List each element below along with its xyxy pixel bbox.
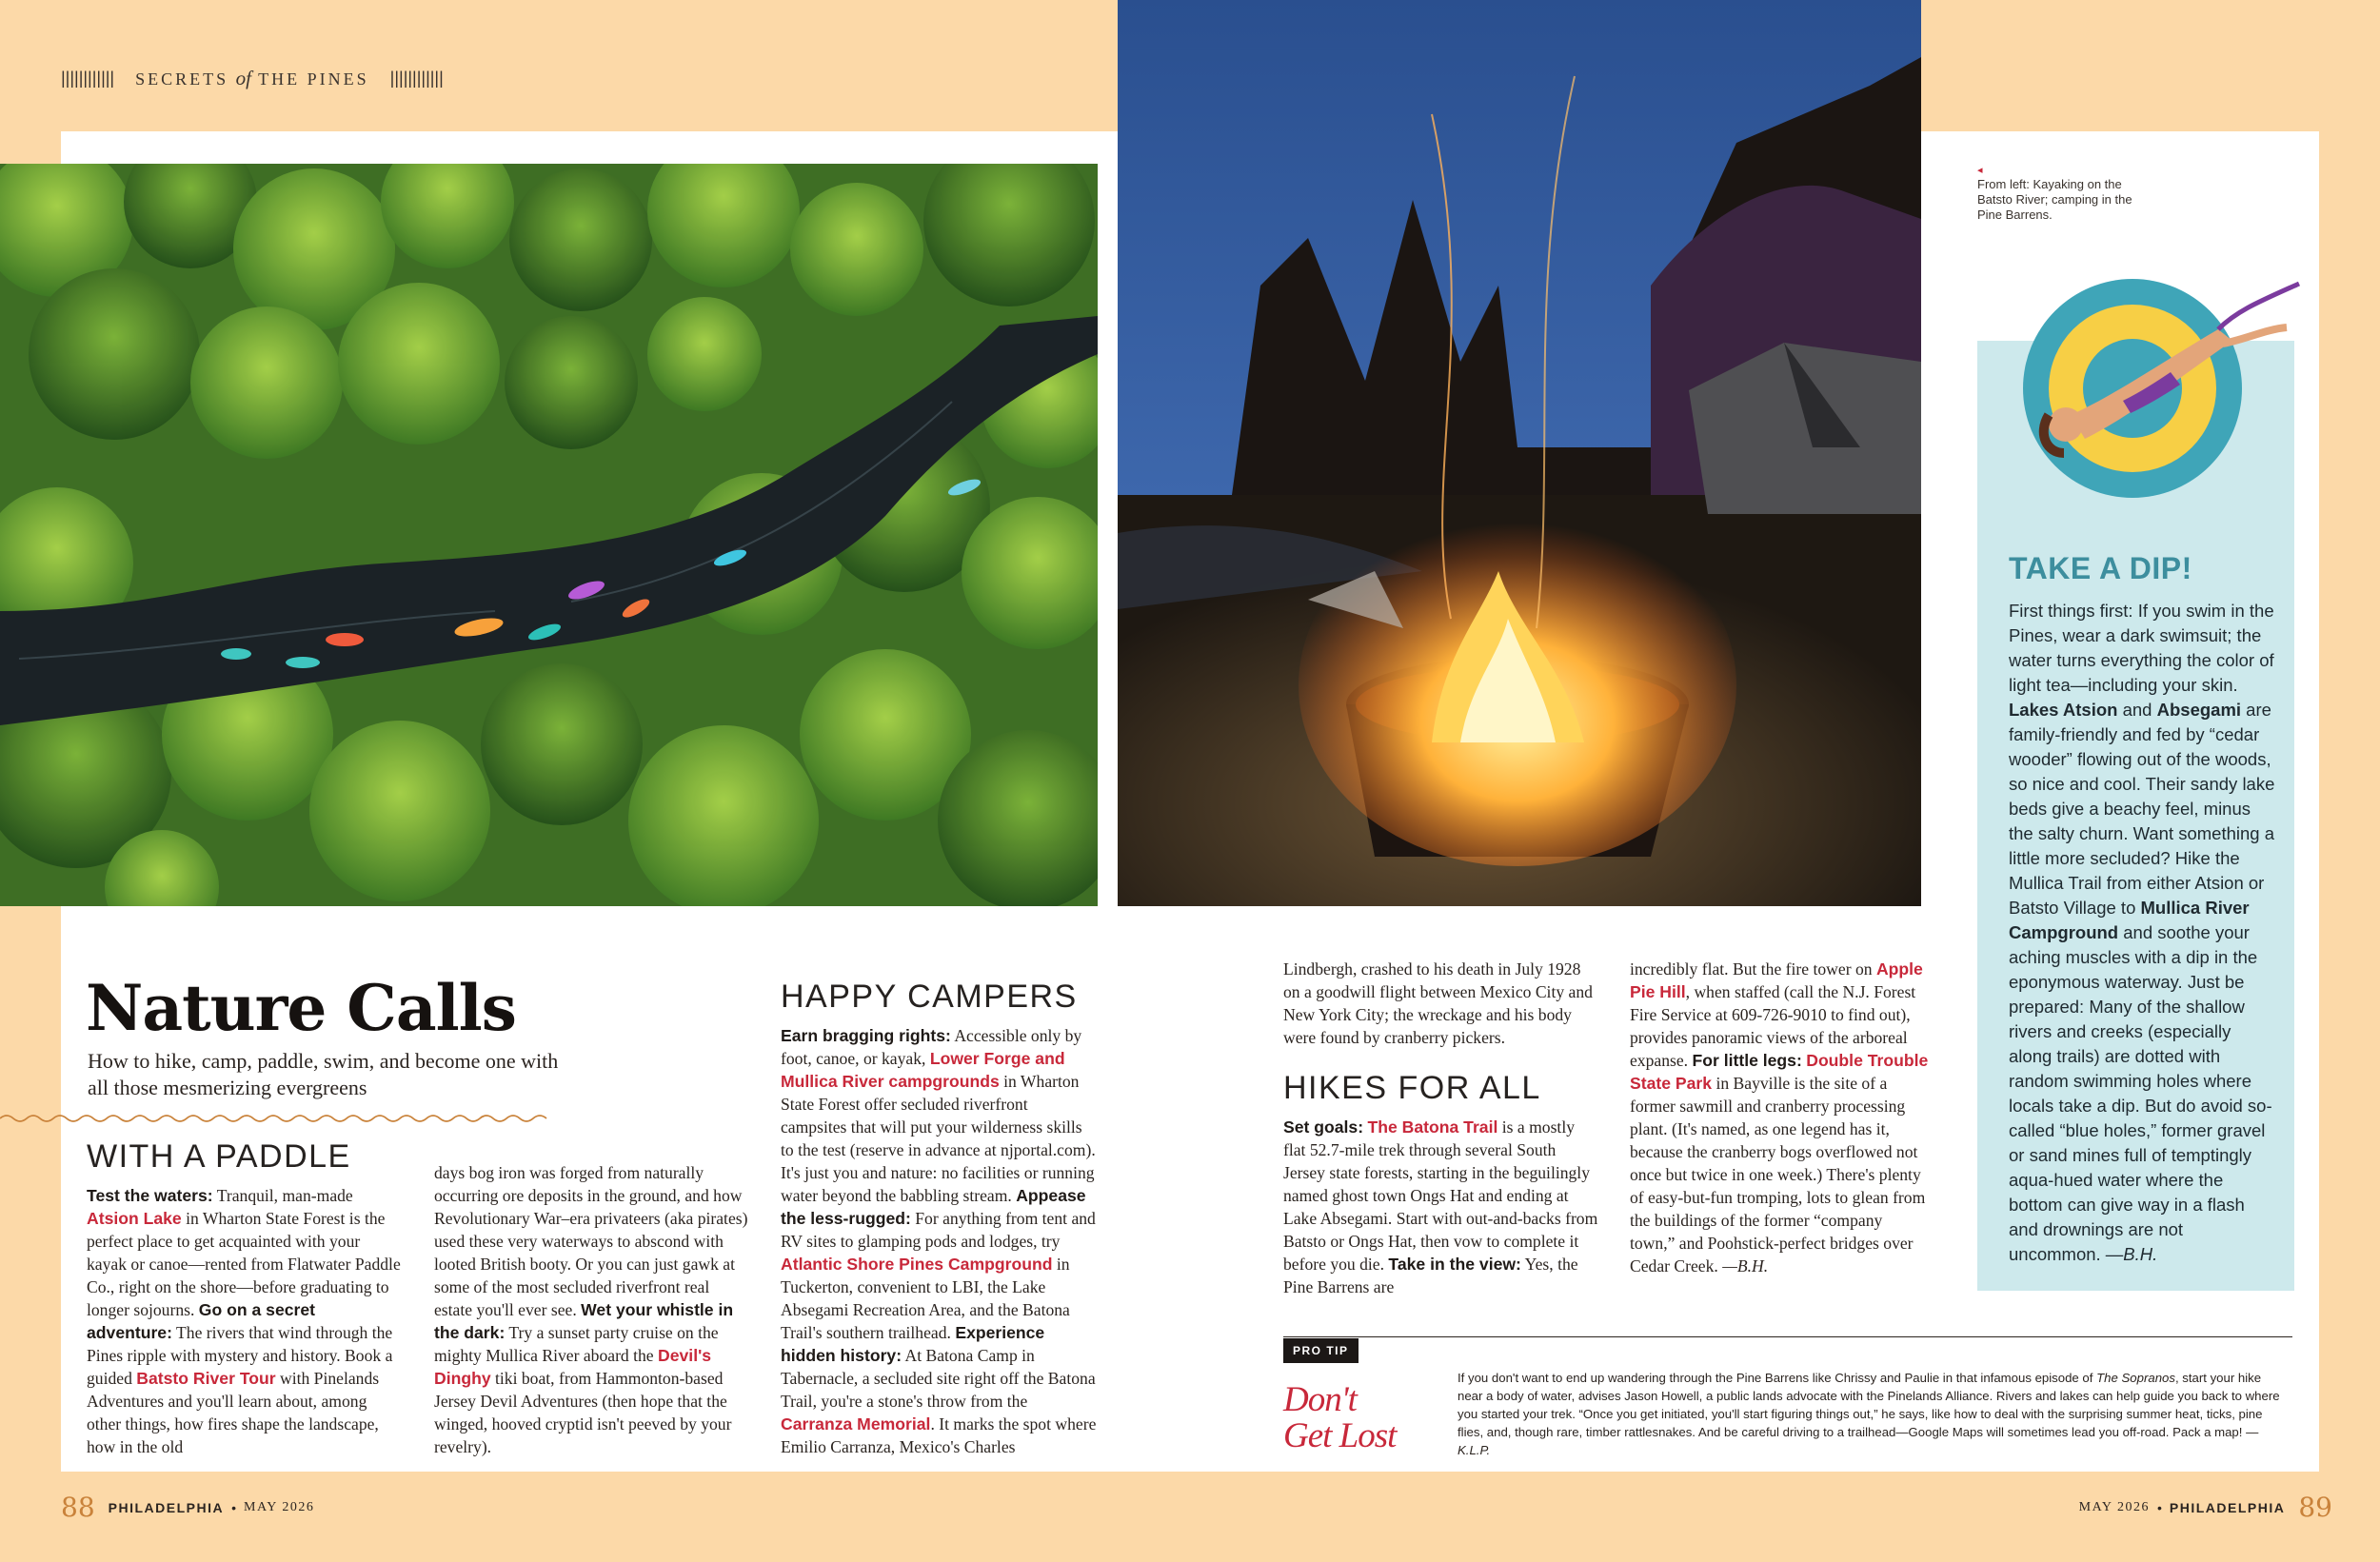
paddle-col-2: days bog iron was forged from naturally occurring ore deposits in the ground, and how Revolutionary War–era privateers (aka pirates) used these very waterways to abscond with looted British booty. Or you can just gawk at some of the most secluded riverfront real estate you'll ever see. Wet your whistle in the dark: Try a sunset party cruise on the mighty Mullica River aboard the Devil's Dinghy tiki boat, from Hammonton-based Jersey Devil Adventures (then hope that the winged, hooved cryptid isn't peeved by your revelry). bbox=[434, 1163, 748, 1456]
folio-left: 88 PHILADELPHIA • MAY 2026 bbox=[61, 1492, 315, 1523]
campfire-photo bbox=[1118, 0, 1921, 906]
section-heading-hikes: HIKES FOR ALL bbox=[1283, 1070, 1541, 1106]
hikes-continuation: Lindbergh, crashed to his death in July 1928 on a goodwill flight between Mexico City and New York City; the wreckage and his body were found by cranberry pickers. bbox=[1283, 959, 1593, 1047]
paddle-col-1: Test the waters: Tranquil, man-made Atsion Lake in Wharton State Forest is the perfect place to get acquainted with your kayak or canoe—rented from Flatwater Paddle Co., right on the shore—before graduating to longer sojourns. Go on a secret adventure: The rivers that wind through the Pines ripple with mystery and history. Book a guided Batsto River Tour with Pinelands Adventures and you'll learn about, among other things, how fires shape the landscape, how in the old bbox=[87, 1186, 401, 1456]
section-heading-paddle: WITH A PADDLE bbox=[87, 1138, 351, 1175]
hikes-col-2: incredibly flat. But the fire tower on Apple Pie Hill, when staffed (call the N.J. Forest Fire Service at 609-726-9010 to find out), provides panoramic views of the arboreal expanse. For little legs: Double Trouble State Park in Bayville is the site of a former sawmill and cranberry processing plant. (It's named, as one legend has it, because the cranberry bogs overflowed not once but twice in one week.) There's plenty of easy-but-fun tromping, lots to glean from the buildings of the former “company town,” and Poohstick-perfect bridges over Cedar Creek. —B.H. bbox=[1630, 959, 1929, 1275]
campers-col: Earn bragging rights: Accessible only by foot, canoe, or kayak, Lower Forge and Mullica River campgrounds in Wharton State Forest offer secluded riverfront campsites that will put your wilderness skills to the test (reserve in advance at njportal.com). It's just you and nature: no facilities or running water beyond the babbling stream. Appease the less-rugged: For anything from tent and RV sites to glamping pods and lodges, try Atlantic Shore Pines Campground in Tuckerton, convenient to LBI, the Lake Absegami Recreation Area, and the Batona Trail's southern trailhead. Experience hidden history: At Batona Camp in Tabernacle, a secluded site right off the Batona Trail, you're a stone's throw from the Carranza Memorial. It marks the spot where Emilio Carranza, Mexico's Charles bbox=[781, 1026, 1097, 1456]
kayak-aerial-image bbox=[0, 164, 1098, 906]
wavy-divider bbox=[0, 1112, 552, 1125]
kayak-photo bbox=[0, 164, 1098, 906]
folio-right: MAY 2026 • PHILADELPHIA 89 bbox=[2078, 1492, 2332, 1523]
swimmer-on-inner-tube-illustration bbox=[1980, 272, 2304, 501]
take-a-dip-body: First things first: If you swim in the Pines, wear a dark swimsuit; the water turns everything the color of light tea—including your skin. Lakes Atsion and Absegami are family-friendly and fed by “cedar wooder” flowing out of the woods, so nice and cool. Their sandy lake beds give a beachy feel, minus the salty churn. Want something a little more secluded? Hike the Mullica Trail from either Atsion or Batsto Village to Mullica River Campground and soothe your aching muscles with a dip in the eponymous waterway. Just be prepared: Many of the shallow rivers and creeks (especially along trails) are dotted with random swimming holes where locals take a dip. But do avoid so-called “blue holes,” former gravel or sand mines full of temptingly aqua-hued water where the bottom can give way in a flash and drownings are not uncommon. —B.H. bbox=[2009, 601, 2275, 1264]
link-lower-forge-mullica[interactable]: Lower Forge and Mullica River campgrounds bbox=[781, 1049, 1065, 1091]
running-head-title: SECRETS of THE PINES bbox=[135, 66, 369, 89]
link-devils-dinghy[interactable]: Devil's Dinghy bbox=[434, 1346, 712, 1388]
caption-marker: ◂ bbox=[1977, 165, 1983, 176]
caption-text: From left: Kayaking on the Batsto River; camping in the Pine Barrens. bbox=[1977, 177, 2132, 222]
link-double-trouble[interactable]: Double Trouble State Park bbox=[1630, 1051, 1929, 1093]
link-atsion-lake[interactable]: Atsion Lake bbox=[87, 1209, 182, 1228]
protip-rule bbox=[1283, 1336, 2292, 1337]
link-batona-trail[interactable]: The Batona Trail bbox=[1367, 1117, 1498, 1137]
page-number-right: 89 bbox=[2298, 1492, 2332, 1523]
campfire-image bbox=[1118, 0, 1921, 906]
running-head-ticks-left: |||||||||||| bbox=[61, 68, 115, 88]
hikes-col-1: Set goals: The Batona Trail is a mostly flat 52.7-mile trek through several South Jersey state forests, starting in the beguilingly named ghost town Ongs Hat and ending at Lake Absegami. Start with out-and-backs from Batsto or Ongs Hat, then vow to complete it before you die. Take in the view: Yes, the Pine Barrens are bbox=[1283, 1117, 1598, 1296]
photo-caption bbox=[1977, 164, 2158, 223]
take-a-dip-heading: TAKE A DIP! bbox=[2009, 551, 2192, 585]
link-batsto-river-tour[interactable]: Batsto River Tour bbox=[136, 1369, 276, 1388]
link-atlantic-shore-pines[interactable]: Atlantic Shore Pines Campground bbox=[781, 1255, 1053, 1274]
fire-pit bbox=[1299, 504, 1736, 866]
page-title: Nature Calls bbox=[86, 971, 516, 1045]
running-head-ticks-right: |||||||||||| bbox=[389, 68, 444, 88]
link-apple-pie-hill[interactable]: Apple Pie Hill bbox=[1630, 959, 1923, 1001]
protip-body: If you don't want to end up wandering through the Pine Barrens like Chrissy and Paulie in that infamous episode of The Sopranos, start your hike near a body of water, advises Jason Howell, a public lands advocate with the Pinelands Alliance. Rivers and lakes can help guide you back to where you started your trek. “Once you get initiated, you'll start figuring things out,” he says, like how to deal with the surprising summer heat, ticks, pine flies, and, though rare, timber rattlesnakes. And be careful driving to a trailhead—Google Maps will sometimes lead you off-road. Pack a map! —K.L.P. bbox=[1458, 1371, 2280, 1457]
page-number-left: 88 bbox=[61, 1492, 95, 1523]
article-dek: How to hike, camp, paddle, swim, and become one with all those mesmerizing evergreens bbox=[88, 1049, 559, 1099]
running-head bbox=[61, 67, 444, 89]
section-heading-campers: HAPPY CAMPERS bbox=[781, 979, 1078, 1015]
protip-title: Don't Get Lost bbox=[1283, 1380, 1397, 1455]
protip-tag: PRO TIP bbox=[1283, 1338, 1359, 1363]
link-carranza-memorial[interactable]: Carranza Memorial bbox=[781, 1414, 931, 1433]
